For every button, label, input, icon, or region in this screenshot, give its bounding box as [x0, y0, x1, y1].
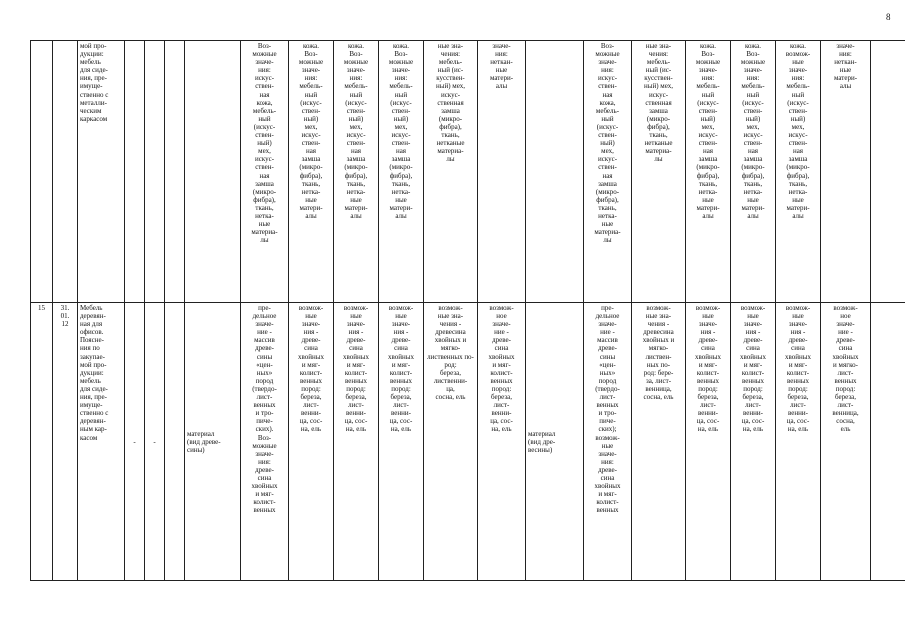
- table-cell: кожа. возмож- ные значе- ния: мебель- ный (искус- ствен- ный) мех, искус- ствен- ная замша (микро- фибра), ткань, нетка- ные матери- алы: [776, 41, 821, 303]
- table-cell: возмож- ные значе- ния - древе- сина хвойных и мяг- колист- венных пород: береза, лист- венни- ца, сос- на, ель: [289, 303, 334, 581]
- table-cell: возмож- ное значе- ние - древе- сина хвойных и мягко- лист- венных пород: береза, лист- венница, сосна, ель: [821, 303, 871, 581]
- characteristic-cell: материал (вид дре- весины): [526, 303, 584, 581]
- table-cell: [871, 41, 905, 303]
- table-cell: -: [145, 303, 165, 581]
- page-number: 8: [886, 12, 891, 22]
- table-cell: значе- ния: неткан- ные матери- алы: [821, 41, 871, 303]
- table-cell: возмож- ные значе- ния - древе- сина хвойных и мяг- колист- венных пород: береза, лист- венни- ца, сос- на, ель: [686, 303, 731, 581]
- table-cell: [526, 41, 584, 303]
- table-cell: возмож- ные значе- ния - древе- сина хвойных и мяг- колист- венных пород: береза, лист- венни- ца, сос- на, ель: [334, 303, 379, 581]
- okpd-code-cell: 31. 01. 12: [53, 303, 78, 581]
- table-row: [31, 41, 905, 303]
- table-cell: кожа. Воз- можные значе- ния: мебель- ный (искус- ствен- ный) мех, искус- ствен- ная замша (микро- фибра), ткань, нетка- ные матери- алы: [379, 41, 424, 303]
- table-cell: ные зна- чения: мебель- ный (ис- кусствен- ный) мех, искус- ственная замша (микро- фибра), ткань, нетканые материа- лы: [424, 41, 478, 303]
- procurement-table: [30, 40, 905, 581]
- table-cell: [145, 41, 165, 303]
- table-cell: Воз- можные значе- ния: искус- ствен- ная кожа, мебель- ный (искус- ствен- ный) мех, искус- ствен- ная замша (микро- фибра), ткань, нетка- ные материа- лы: [241, 41, 289, 303]
- table-cell: [165, 303, 185, 581]
- row-number-cell: 15: [31, 303, 53, 581]
- table-cell: [871, 303, 905, 581]
- table-cell: мой про- дукции: мебель для сиде- ния, пре- имуще- ственно с металли- ческим каркасом: [78, 41, 125, 303]
- table-row: [31, 303, 905, 581]
- table-cell: -: [125, 303, 145, 581]
- table-cell: возмож- ные зна- чения - древесина хвойных и мягко- лиственных по- род: береза, лиственни- ца, сосна, ель: [424, 303, 478, 581]
- table-cell: Воз- можные значе- ния: искус- ствен- ная кожа, мебель- ный (искус- ствен- ный) мех, искус- ствен- ная замша (микро- фибра), ткань, нетка- ные материа- лы: [584, 41, 632, 303]
- table-cell: [125, 41, 145, 303]
- table-cell: возмож- ное значе- ние - древе- сина хвойных и мяг- колист- венных пород: береза, лист- венни- ца, сос- на, ель: [478, 303, 526, 581]
- table-cell: [185, 41, 241, 303]
- table-cell: пре- дельное значе- ние - массив древе- сины «цен- ных» пород (твердо- лист- венных и тро- пиче- ских); возмож- ные значе- ния: древе- сина хвойных и мяг- колист- венных: [584, 303, 632, 581]
- table-cell: возмож- ные значе- ния - древе- сина хвойных и мяг- колист- венных пород: береза, лист- венни- ца, сос- на, ель: [379, 303, 424, 581]
- table-cell: возмож- ные значе- ния - древе- сина хвойных и мяг- колист- венных пород: береза, лист- венни- ца, сос- на, ель: [776, 303, 821, 581]
- table-cell: пре- дельное значе- ние - массив древе- сины «цен- ных» пород (твердо- лист- венных и тро- пиче- ских). Воз- можные значе- ния: древе- сина хвойных и мяг- колист- венных: [241, 303, 289, 581]
- table-cell: кожа. Воз- можные значе- ния: мебель- ный (искус- ствен- ный) мех, искус- ствен- ная замша (микро- фибра), ткань, нетка- ные матери- алы: [334, 41, 379, 303]
- table-cell: ные зна- чения: мебель- ный (ис- кусствен- ный) мех, искус- ственная замша (микро- фибра), ткань, нетканые материа- лы: [632, 41, 686, 303]
- table-cell: возмож- ные зна- чения - древесина хвойных и мягко- листвен- ных по- род: бере- за, лист- венница, сосна, ель: [632, 303, 686, 581]
- item-name-cell: Мебель деревян- ная для офисов. Поясне- ния по закупае- мой про- дукции: мебель для сиде- ния, пре- имуще- ственно с деревян- ным кар- касом: [78, 303, 125, 581]
- table-cell: возмож- ные значе- ния - древе- сина хвойных и мяг- колист- венных пород: береза, лист- венни- ца, сос- на, ель: [731, 303, 776, 581]
- table-cell: значе- ния: неткан- ные матери- алы: [478, 41, 526, 303]
- table-cell: [53, 41, 78, 303]
- characteristic-cell: материал (вид древе- сины): [185, 303, 241, 581]
- table-cell: [165, 41, 185, 303]
- table-cell: кожа. Воз- можные значе- ния: мебель- ный (искус- ствен- ный) мех, искус- ствен- ная замша (микро- фибра), ткань, нетка- ные матери- алы: [686, 41, 731, 303]
- table-cell: [31, 41, 53, 303]
- table-cell: кожа. Воз- можные значе- ния: мебель- ный (искус- ствен- ный) мех, искус- ствен- ная замша (микро- фибра), ткань, нетка- ные матери- алы: [289, 41, 334, 303]
- table-cell: кожа. Воз- можные значе- ния: мебель- ный (искус- ствен- ный) мех, искус- ствен- ная замша (микро- фибра), ткань, нетка- ные матери- алы: [731, 41, 776, 303]
